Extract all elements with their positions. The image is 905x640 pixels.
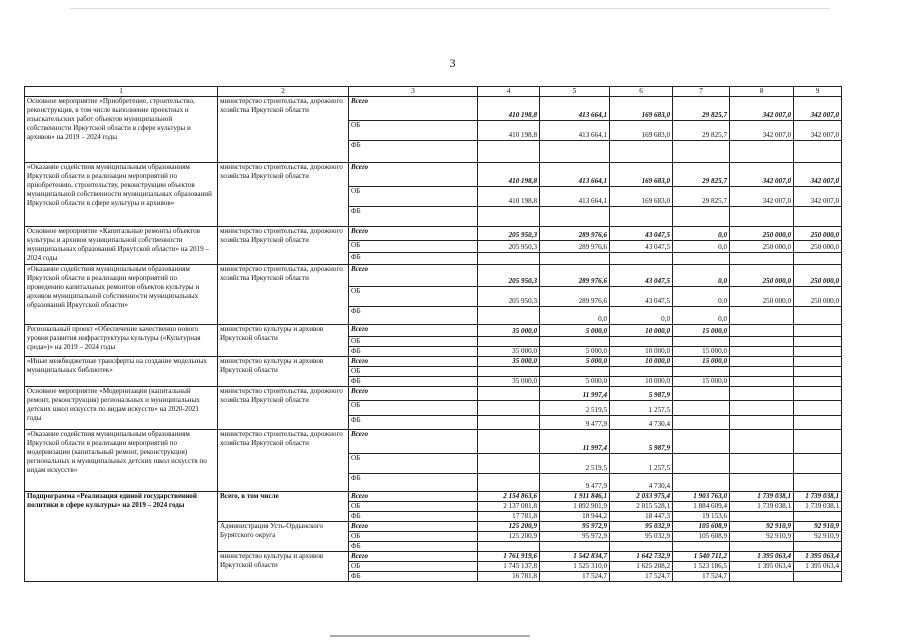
value-cell: 1 540 711,2 <box>673 552 730 562</box>
table-row <box>25 265 842 287</box>
funding-source: ОБ <box>349 454 478 474</box>
value-cell: 1 257,5 <box>610 454 673 474</box>
value-cell: 169 683,0 <box>610 187 673 207</box>
funding-source: ОБ <box>349 241 478 253</box>
value-cell <box>730 337 794 347</box>
value-cell <box>478 474 540 492</box>
value-cell: 1 395 063,4 <box>730 562 794 572</box>
funding-source: Всего <box>349 552 478 562</box>
value-cell: 0,0 <box>540 307 610 325</box>
value-cell <box>478 387 540 401</box>
value-cell: 11 997,4 <box>540 387 610 401</box>
value-cell: 1 884 609,4 <box>673 502 730 512</box>
value-cell: 35 000,0 <box>478 377 540 387</box>
value-cell: 169 683,0 <box>610 163 673 187</box>
value-cell: 0,0 <box>673 227 730 241</box>
value-cell <box>730 512 794 522</box>
value-cell: 5 000,0 <box>540 377 610 387</box>
executor-cell: министерство культуры и архивов Иркутской области <box>218 325 349 357</box>
value-cell: 1 892 901,9 <box>540 502 610 512</box>
value-cell <box>610 367 673 377</box>
value-cell: 410 198,8 <box>478 97 540 121</box>
value-cell: 5 000,0 <box>540 357 610 367</box>
budget-table <box>24 86 842 582</box>
value-cell <box>730 416 794 430</box>
value-cell: 1 739 038,1 <box>730 492 794 502</box>
value-cell <box>540 141 610 163</box>
row-label: «Оказание содействия муниципальным образованиям Иркутской области в реализации мероприятий по модернизации (капитальный ремонт, реконструкция) региональных и муниципальных детских школ искусств по видам искусств» <box>25 430 218 492</box>
table-row <box>25 357 842 367</box>
value-cell: 413 664,1 <box>540 163 610 187</box>
value-cell: 250 000,0 <box>794 227 842 241</box>
value-cell <box>540 367 610 377</box>
table-row <box>25 430 842 454</box>
value-cell <box>478 367 540 377</box>
value-cell: 410 198,8 <box>478 163 540 187</box>
funding-source: ФБ <box>349 253 478 265</box>
value-cell: 29 825,7 <box>673 187 730 207</box>
value-cell <box>540 542 610 552</box>
value-cell: 17 524,7 <box>610 572 673 582</box>
value-cell <box>478 401 540 416</box>
value-cell: 92 910,9 <box>794 522 842 532</box>
funding-source: ФБ <box>349 512 478 522</box>
value-cell <box>794 357 842 367</box>
value-cell: 0,0 <box>673 287 730 307</box>
value-cell: 35 000,0 <box>478 357 540 367</box>
value-cell <box>730 367 794 377</box>
executor-cell: министерство строительства, дорожного хозяйства Иркутской области <box>218 227 349 265</box>
value-cell: 5 987,9 <box>610 387 673 401</box>
value-cell <box>673 141 730 163</box>
funding-source: ОБ <box>349 401 478 416</box>
column-number: 1 <box>25 87 218 97</box>
value-cell <box>673 387 730 401</box>
value-cell <box>794 430 842 454</box>
value-cell: 35 000,0 <box>478 325 540 337</box>
funding-source: ФБ <box>349 141 478 163</box>
executor-cell: министерство строительства, дорожного хозяйства Иркутской области <box>218 265 349 325</box>
value-cell <box>730 474 794 492</box>
value-cell: 43 047,5 <box>610 241 673 253</box>
funding-source: Всего <box>349 163 478 187</box>
executor-cell: министерство строительства, дорожного хозяйства Иркутской области <box>218 163 349 227</box>
funding-source: ОБ <box>349 337 478 347</box>
column-number: 2 <box>218 87 349 97</box>
value-cell <box>730 307 794 325</box>
value-cell: 18 944,2 <box>540 512 610 522</box>
value-cell: 105 608,9 <box>673 522 730 532</box>
table-row <box>25 387 842 401</box>
executor-cell: Администрация Усть-Ордынского Бурятского округа <box>218 522 349 552</box>
value-cell: 0,0 <box>673 307 730 325</box>
value-cell <box>794 347 842 357</box>
row-label: Региональный проект «Обеспечение качественно нового уровня развития инфраструктуры культуры («Культурная среда»)» на 2019 – 2024 годы <box>25 325 218 357</box>
value-cell <box>610 141 673 163</box>
value-cell <box>794 454 842 474</box>
funding-source: Всего <box>349 325 478 337</box>
value-cell: 342 007,0 <box>794 121 842 141</box>
funding-source: Всего <box>349 387 478 401</box>
value-cell: 410 198,8 <box>478 187 540 207</box>
value-cell <box>610 253 673 265</box>
value-cell: 1 257,5 <box>610 401 673 416</box>
funding-source: ОБ <box>349 367 478 377</box>
table-row <box>25 325 842 337</box>
value-cell: 250 000,0 <box>730 241 794 253</box>
value-cell: 169 683,0 <box>610 97 673 121</box>
funding-source: Всего <box>349 265 478 287</box>
value-cell: 43 047,5 <box>610 287 673 307</box>
executor-cell: министерство строительства, дорожного хозяйства Иркутской области <box>218 387 349 430</box>
value-cell <box>673 416 730 430</box>
value-cell: 10 000,0 <box>610 357 673 367</box>
value-cell <box>794 474 842 492</box>
value-cell <box>730 454 794 474</box>
value-cell: 16 781,8 <box>478 572 540 582</box>
value-cell: 205 950,3 <box>478 265 540 287</box>
value-cell: 2 154 863,6 <box>478 492 540 502</box>
funding-source: Всего <box>349 97 478 121</box>
value-cell: 1 739 038,1 <box>794 492 842 502</box>
value-cell <box>673 401 730 416</box>
value-cell <box>794 337 842 347</box>
value-cell: 1 745 137,8 <box>478 562 540 572</box>
value-cell <box>794 512 842 522</box>
funding-source: Всего <box>349 430 478 454</box>
value-cell <box>794 401 842 416</box>
value-cell <box>610 337 673 347</box>
value-cell: 0,0 <box>673 265 730 287</box>
value-cell: 9 477,9 <box>540 474 610 492</box>
value-cell: 205 950,3 <box>478 287 540 307</box>
value-cell: 342 007,0 <box>730 187 794 207</box>
funding-source: ОБ <box>349 287 478 307</box>
value-cell: 1 739 038,1 <box>730 502 794 512</box>
executor-cell: Всего, в том числе <box>218 492 349 522</box>
column-number: 3 <box>349 87 478 97</box>
value-cell: 5 987,9 <box>610 430 673 454</box>
value-cell: 250 000,0 <box>730 287 794 307</box>
page-top-rule <box>70 8 830 9</box>
value-cell: 342 007,0 <box>794 163 842 187</box>
value-cell <box>794 207 842 227</box>
value-cell <box>730 542 794 552</box>
value-cell: 5 000,0 <box>540 325 610 337</box>
value-cell <box>794 416 842 430</box>
funding-source: ФБ <box>349 377 478 387</box>
value-cell: 342 007,0 <box>794 187 842 207</box>
value-cell <box>730 572 794 582</box>
value-cell: 1 395 063,4 <box>794 562 842 572</box>
value-cell: 413 664,1 <box>540 97 610 121</box>
value-cell: 1 395 063,4 <box>730 552 794 562</box>
value-cell <box>673 454 730 474</box>
value-cell: 205 950,3 <box>478 241 540 253</box>
value-cell: 18 447,3 <box>610 512 673 522</box>
value-cell <box>540 337 610 347</box>
funding-source: ФБ <box>349 207 478 227</box>
value-cell <box>730 347 794 357</box>
value-cell <box>478 307 540 325</box>
value-cell: 289 976,6 <box>540 265 610 287</box>
value-cell: 95 972,9 <box>540 532 610 542</box>
column-number: 6 <box>610 87 673 97</box>
column-number: 8 <box>730 87 794 97</box>
value-cell <box>730 141 794 163</box>
funding-source: ФБ <box>349 572 478 582</box>
value-cell: 15 000,0 <box>673 347 730 357</box>
value-cell <box>673 207 730 227</box>
value-cell: 35 000,0 <box>478 347 540 357</box>
value-cell: 95 032,9 <box>610 522 673 532</box>
value-cell <box>730 253 794 265</box>
funding-source: Всего <box>349 492 478 502</box>
value-cell: 29 825,7 <box>673 163 730 187</box>
column-number: 4 <box>478 87 540 97</box>
value-cell <box>730 207 794 227</box>
row-label: «Иные межбюджетные трансферты на создание модельных муниципальных библиотек» <box>25 357 218 387</box>
value-cell: 1 911 846,1 <box>540 492 610 502</box>
executor-cell: министерство строительства, дорожного хозяйства Иркутской области <box>218 430 349 492</box>
executor-cell: министерство культуры и архивов Иркутской области <box>218 552 349 582</box>
value-cell <box>794 307 842 325</box>
value-cell <box>610 542 673 552</box>
value-cell: 250 000,0 <box>730 265 794 287</box>
row-label: Основное мероприятие «Модернизация (капитальный ремонт, реконструкция) региональных и муниципальных детских школ искусств по видам искусств» на 2020-2021 годы <box>25 387 218 430</box>
funding-source: ФБ <box>349 416 478 430</box>
value-cell: 125 200,9 <box>478 532 540 542</box>
value-cell: 43 047,5 <box>610 265 673 287</box>
table-row <box>25 97 842 121</box>
value-cell: 169 683,0 <box>610 121 673 141</box>
value-cell <box>794 572 842 582</box>
value-cell: 410 198,8 <box>478 121 540 141</box>
value-cell: 95 032,9 <box>610 532 673 542</box>
funding-source: Всего <box>349 357 478 367</box>
value-cell <box>673 430 730 454</box>
value-cell <box>478 141 540 163</box>
value-cell <box>794 367 842 377</box>
executor-cell: министерство строительства, дорожного хозяйства Иркутской области <box>218 97 349 163</box>
value-cell: 17 524,7 <box>673 572 730 582</box>
value-cell <box>478 454 540 474</box>
value-cell: 4 730,4 <box>610 474 673 492</box>
value-cell: 342 007,0 <box>730 121 794 141</box>
value-cell: 10 000,0 <box>610 325 673 337</box>
value-cell: 2 137 081,8 <box>478 502 540 512</box>
value-cell <box>478 253 540 265</box>
value-cell <box>794 377 842 387</box>
value-cell <box>730 401 794 416</box>
value-cell: 0,0 <box>610 307 673 325</box>
table-row <box>25 492 842 502</box>
funding-source: ОБ <box>349 532 478 542</box>
value-cell: 1 903 763,0 <box>673 492 730 502</box>
funding-source: ОБ <box>349 187 478 207</box>
page-bottom-rule <box>330 635 530 637</box>
funding-source: ОБ <box>349 121 478 141</box>
value-cell: 105 608,9 <box>673 532 730 542</box>
value-cell <box>610 207 673 227</box>
value-cell: 1 542 834,7 <box>540 552 610 562</box>
column-number: 9 <box>794 87 842 97</box>
value-cell: 9 477,9 <box>540 416 610 430</box>
value-cell: 29 825,7 <box>673 97 730 121</box>
value-cell: 1 395 063,4 <box>794 552 842 562</box>
value-cell: 342 007,0 <box>730 97 794 121</box>
value-cell: 2 519,5 <box>540 454 610 474</box>
value-cell: 95 972,9 <box>540 522 610 532</box>
column-number: 7 <box>673 87 730 97</box>
funding-source: ОБ <box>349 562 478 572</box>
value-cell: 10 000,0 <box>610 347 673 357</box>
value-cell <box>478 416 540 430</box>
value-cell <box>794 141 842 163</box>
value-cell: 1 739 038,1 <box>794 502 842 512</box>
value-cell: 250 000,0 <box>794 265 842 287</box>
value-cell: 1 761 919,6 <box>478 552 540 562</box>
value-cell <box>794 253 842 265</box>
value-cell <box>673 337 730 347</box>
value-cell <box>673 474 730 492</box>
row-label: Основное мероприятие «Капитальные ремонты объектов культуры и архивов муниципальной собственности муниципальных образований Иркутской области» на 2019 – 2024 годы <box>25 227 218 265</box>
value-cell: 17 781,8 <box>478 512 540 522</box>
value-cell: 1 523 186,5 <box>673 562 730 572</box>
value-cell: 125 200,9 <box>478 522 540 532</box>
value-cell: 4 730,4 <box>610 416 673 430</box>
value-cell <box>478 207 540 227</box>
value-cell <box>540 253 610 265</box>
value-cell: 43 047,5 <box>610 227 673 241</box>
value-cell <box>730 357 794 367</box>
value-cell: 289 976,6 <box>540 227 610 241</box>
value-cell: 413 664,1 <box>540 187 610 207</box>
value-cell <box>673 367 730 377</box>
value-cell <box>794 387 842 401</box>
value-cell <box>540 207 610 227</box>
value-cell: 1 642 732,9 <box>610 552 673 562</box>
value-cell: 2 033 975,4 <box>610 492 673 502</box>
value-cell <box>478 542 540 552</box>
value-cell: 1 525 310,0 <box>540 562 610 572</box>
value-cell: 1 625 208,2 <box>610 562 673 572</box>
value-cell: 92 910,9 <box>730 522 794 532</box>
value-cell: 413 664,1 <box>540 121 610 141</box>
value-cell <box>673 542 730 552</box>
value-cell <box>730 377 794 387</box>
column-number: 5 <box>540 87 610 97</box>
value-cell <box>730 387 794 401</box>
funding-source: ОБ <box>349 502 478 512</box>
value-cell: 289 976,6 <box>540 287 610 307</box>
executor-cell: министерство культуры и архивов Иркутской области <box>218 357 349 387</box>
value-cell: 342 007,0 <box>794 97 842 121</box>
value-cell: 15 000,0 <box>673 357 730 367</box>
value-cell <box>794 542 842 552</box>
value-cell: 92 910,9 <box>794 532 842 542</box>
value-cell: 2 519,5 <box>540 401 610 416</box>
value-cell: 29 825,7 <box>673 121 730 141</box>
value-cell <box>794 325 842 337</box>
table-row <box>25 163 842 187</box>
funding-source: Всего <box>349 227 478 241</box>
row-label: Основное мероприятие «Приобретение, строительство, реконструкция, в том числе выполнение проектных и изыскательских работ объектов муниципальной собственности Иркутской области в сфере культуры и архивов» на 2019 – 2024 годы <box>25 97 218 163</box>
value-cell: 11 997,4 <box>540 430 610 454</box>
value-cell: 250 000,0 <box>730 227 794 241</box>
value-cell: 250 000,0 <box>794 287 842 307</box>
value-cell <box>730 325 794 337</box>
value-cell <box>478 337 540 347</box>
value-cell: 5 000,0 <box>540 347 610 357</box>
funding-source: ФБ <box>349 542 478 552</box>
value-cell: 15 000,0 <box>673 377 730 387</box>
value-cell: 92 910,9 <box>730 532 794 542</box>
row-label: «Оказание содействия муниципальным образованиям Иркутской области в реализации мероприятий по проведению капитальных ремонтов объектов культуры и архивов муниципальной собственности муниципальных образований Иркутской области» <box>25 265 218 325</box>
subprogram-label: Подпрограмма «Реализация единой государственной политики в сфере культуры» на 2019 – 2024 годы <box>25 492 218 582</box>
value-cell: 0,0 <box>673 241 730 253</box>
value-cell: 19 153,6 <box>673 512 730 522</box>
value-cell: 250 000,0 <box>794 241 842 253</box>
funding-source: ФБ <box>349 307 478 325</box>
value-cell: 2 015 528,1 <box>610 502 673 512</box>
row-label: «Оказание содействия муниципальным образованиям Иркутской области в реализации мероприятий по приобретению, строительству, реконструкции объектов муниципальной собственности муниципальных образований Иркутской области в сфере культуры и архивов» <box>25 163 218 227</box>
value-cell: 17 524,7 <box>540 572 610 582</box>
value-cell: 289 976,6 <box>540 241 610 253</box>
page-number: 3 <box>449 56 456 70</box>
funding-source: ФБ <box>349 474 478 492</box>
value-cell: 342 007,0 <box>730 163 794 187</box>
funding-source: ФБ <box>349 347 478 357</box>
value-cell: 205 950,3 <box>478 227 540 241</box>
column-number-row <box>25 87 842 97</box>
funding-source: Всего <box>349 522 478 532</box>
value-cell: 15 000,0 <box>673 325 730 337</box>
value-cell: 10 000,0 <box>610 377 673 387</box>
value-cell <box>673 253 730 265</box>
value-cell <box>730 430 794 454</box>
value-cell <box>478 430 540 454</box>
table-row <box>25 227 842 241</box>
